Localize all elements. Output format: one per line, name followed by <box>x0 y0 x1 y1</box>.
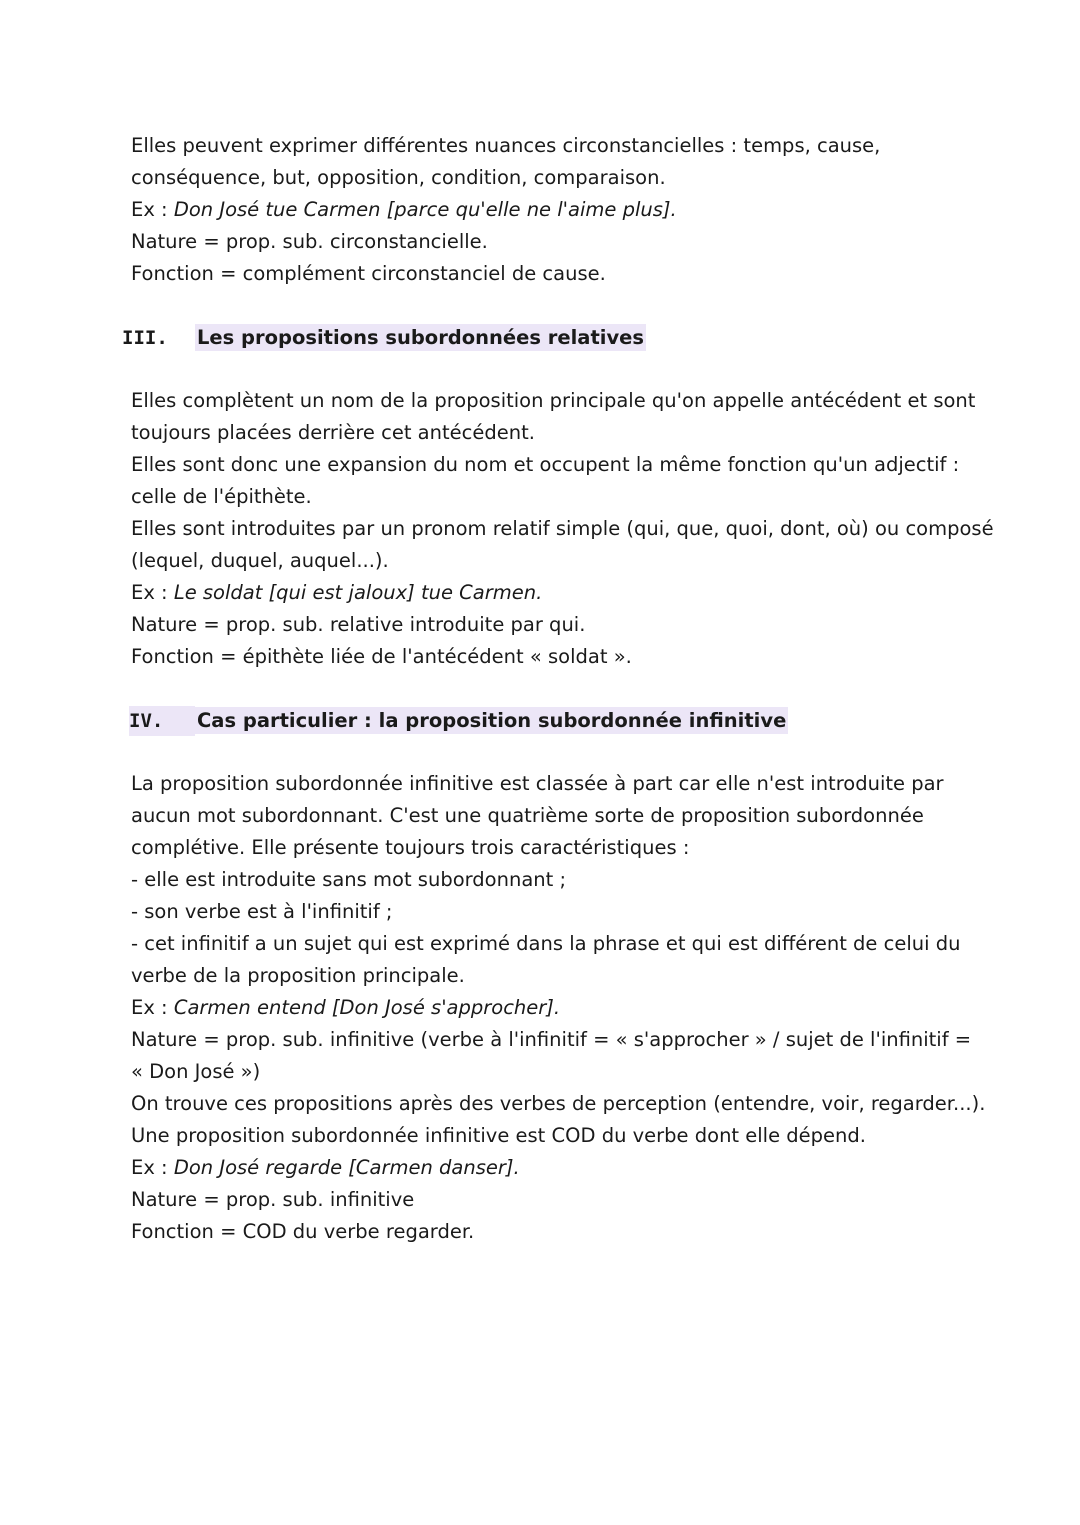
section-title: Cas particulier : la proposition subordonnée infinitive <box>197 709 787 732</box>
example-label: Ex : <box>131 581 174 604</box>
example-label: Ex : <box>131 996 174 1019</box>
nature-line: Nature = prop. sub. infinitive (verbe à l'infinitif = « s'approcher » / sujet de l'infinitif = <box>131 1028 972 1051</box>
nature-line: Nature = prop. sub. circonstancielle. <box>131 230 488 253</box>
example-line <box>131 1152 520 1184</box>
function-line: Fonction = complément circonstanciel de cause. <box>131 262 606 285</box>
paragraph-line: Elles peuvent exprimer différentes nuances circonstancielles : temps, cause, <box>131 134 881 157</box>
nature-line: Nature = prop. sub. infinitive <box>131 1188 415 1211</box>
example-text: Don José tue Carmen [parce qu'elle ne l'aime plus]. <box>173 198 677 221</box>
section-number: III. <box>122 327 168 349</box>
paragraph-line: (lequel, duquel, auquel...). <box>131 549 389 572</box>
section-title: Les propositions subordonnées relatives <box>197 326 645 349</box>
example-text: Carmen entend [Don José s'approcher]. <box>173 996 561 1019</box>
list-item: - son verbe est à l'infinitif ; <box>131 900 393 923</box>
paragraph-line: celle de l'épithète. <box>131 485 312 508</box>
paragraph-line: Elles complètent un nom de la proposition principale qu'on appelle antécédent et sont <box>131 389 976 412</box>
example-text: Don José regarde [Carmen danser]. <box>173 1156 520 1179</box>
paragraph-line: aucun mot subordonnant. C'est une quatrième sorte de proposition subordonnée <box>131 804 924 827</box>
list-item: - elle est introduite sans mot subordonnant ; <box>131 868 567 891</box>
example-text: Le soldat [qui est jaloux] tue Carmen. <box>173 581 543 604</box>
example-label: Ex : <box>131 198 174 221</box>
example-line <box>131 992 560 1024</box>
paragraph-line: La proposition subordonnée infinitive est classée à part car elle n'est introduite par <box>131 772 944 795</box>
function-line: Fonction = épithète liée de l'antécédent « soldat ». <box>131 645 632 668</box>
example-line <box>131 194 677 226</box>
nature-line: Nature = prop. sub. relative introduite par qui. <box>131 613 586 636</box>
paragraph-line: complétive. Elle présente toujours trois caractéristiques : <box>131 836 690 859</box>
paragraph-line: On trouve ces propositions après des verbes de perception (entendre, voir, regarder...). <box>131 1092 986 1115</box>
function-line: Fonction = COD du verbe regarder. <box>131 1220 475 1243</box>
section-heading-three <box>122 323 646 353</box>
paragraph-line: Elles sont donc une expansion du nom et occupent la même fonction qu'un adjectif : <box>131 453 960 476</box>
paragraph-line: conséquence, but, opposition, condition, comparaison. <box>131 166 666 189</box>
list-item: - cet infinitif a un sujet qui est exprimé dans la phrase et qui est différent de celui du <box>131 932 961 955</box>
paragraph-line: Une proposition subordonnée infinitive est COD du verbe dont elle dépend. <box>131 1124 866 1147</box>
paragraph-line: Elles sont introduites par un pronom relatif simple (qui, que, quoi, dont, où) ou composé <box>131 517 994 540</box>
paragraph-line: toujours placées derrière cet antécédent. <box>131 421 535 444</box>
section-number: IV. <box>129 706 195 736</box>
section-heading-four <box>129 706 788 736</box>
nature-line: « Don José ») <box>131 1060 261 1083</box>
example-line <box>131 577 542 609</box>
paragraph-line: verbe de la proposition principale. <box>131 964 465 987</box>
example-label: Ex : <box>131 1156 174 1179</box>
